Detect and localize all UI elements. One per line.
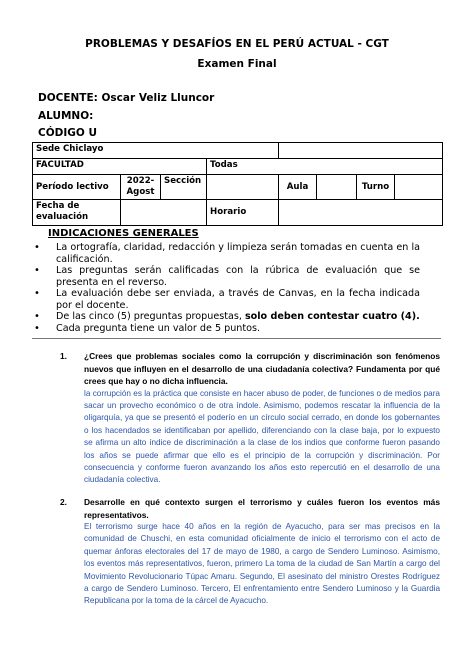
docente-label: DOCENTE: Oscar Veliz Lluncor [38,92,215,104]
list-item: • La ortografía, claridad, redacción y limpieza serán tomadas en cuenta en la calificación. [34,242,420,265]
divider [32,338,441,339]
list-item: • La evaluación debe ser enviada, a través de Canvas, en la fecha indicada por el docente. [34,288,420,311]
list-item: • De las cinco (5) preguntas propuestas, solo deben contestar cuatro (4). [34,311,420,322]
bullet-icon: • [34,322,40,334]
question-text: ¿Crees que problemas sociales como la corrupción y discriminación son fenómenos nuevos que influyen en el desarrollo de una ciudadanía colectiva? Fundamenta por qué crees que hay o no dicha influencia. [84,351,440,386]
exam-title: PROBLEMAS Y DESAFÍOS EN EL PERÚ ACTUAL - CGT [85,38,389,50]
question-2 [60,496,440,608]
periodo-label-cell: Período lectivo [33,175,121,200]
seccion-value-cell [207,175,279,200]
horario-value-cell [279,200,443,226]
item4-emphasis: solo deben contestar cuatro (4). [244,311,420,322]
sede-cell: Sede Chiclayo [33,143,279,159]
fecha-value-cell [121,200,207,226]
exam-subtitle: Examen Final [197,58,277,70]
bullet-icon: • [34,265,40,276]
question-1 [60,350,440,487]
question-text: Desarrolle en qué contexto surgen el terrorismo y cuáles fueron los eventos más representativos. [84,497,440,520]
facultad-value-cell: Todas [207,159,443,175]
info-table [32,142,443,226]
sede-empty-cell [279,143,443,159]
indicaciones-list [34,242,420,334]
alumno-label: ALUMNO: [38,110,94,122]
answer-text: la corrupción es la práctica que consiste en hacer abuso de poder, de funciones o de medios para sacar un provecho económico o de otra índole. Asimismo, podemos rescatar la influencia de la oligarquía, ya que se presentó el poderío en un círculo social cerrado, en donde los gobernantes o los hacendados se identificaban por apellido, diferenciando con la clase baja, por lo expuesto se afirma un alto índice de discriminación a la clase de los indios que conforme fueron pasando los años se puede afirmar que ello es el principio de la corrupción y discriminación. Por consecuencia y conforme fueron avanzando los años esto repercutió en el desarrollo de una ciudadanía colectiva. [84,388,440,485]
bullet-icon: • [34,242,40,253]
codigo-label: CÓDIGO U [38,127,97,139]
answer-text: El terrorismo surge hace 40 años en la región de Ayacucho, para ser mas precisos en la comunidad de Chuschi, en esta comunidad oficialmente de inicio el terrorismo con el acto de quemar ánforas electorales del 17 de mayo de 1980, a cargo de Sendero Luminoso. Asimismo, los eventos más representativos, fueron, primero La toma de la ciudad de San Martín a cargo del Movimiento Revolucionario Túpac Amaru. Segundo, El asesinato del ministro Orestes Rodríguez a cargo de Sendero Luminoso. Tercero, El enfrentamiento entre Sendero Luminoso y la Guardia Republicana por la toma de la cárcel de Ayacucho. [84,522,440,606]
fecha-label-cell: Fecha de evaluación [33,200,121,226]
indicaciones-title: INDICACIONES GENERALES [48,228,199,239]
question-number: 2. [60,497,67,507]
aula-value-cell [317,175,357,200]
horario-label-cell: Horario [207,200,279,226]
turno-label-cell: Turno [357,175,395,200]
aula-label-cell: Aula [279,175,317,200]
periodo-value-cell: 2022-Agost [121,175,161,200]
list-item: • Cada pregunta tiene un valor de 5 puntos. [34,322,261,334]
question-number: 1. [60,351,67,361]
bullet-icon: • [34,288,40,299]
turno-value-cell [395,175,443,200]
facultad-label-cell: FACULTAD [33,159,207,175]
list-item: • Las preguntas serán calificadas con la rúbrica de evaluación que se presenta en el reverso. [34,265,420,288]
bullet-icon: • [34,311,40,322]
seccion-label-cell: Sección [161,175,207,200]
